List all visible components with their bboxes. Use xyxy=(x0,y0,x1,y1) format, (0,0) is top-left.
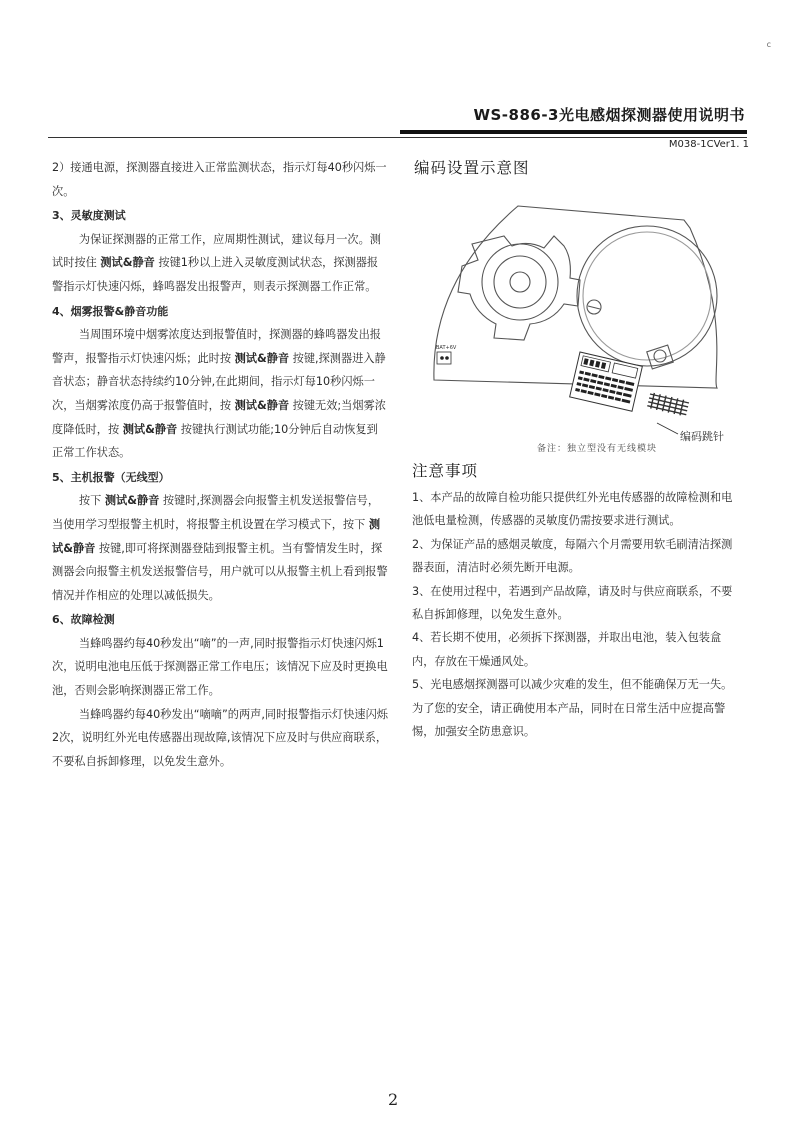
screw-hole-bottom xyxy=(654,350,666,362)
component-box xyxy=(647,345,673,369)
pcb-inner xyxy=(583,232,711,360)
pcb-circle xyxy=(577,226,717,366)
notes-title: 注意事项 xyxy=(412,462,479,480)
notes-list xyxy=(412,486,742,743)
header-rule-thick xyxy=(400,130,747,134)
page-number: 2 xyxy=(388,1090,399,1109)
section-5-heading: 5、主机报警（无线型） xyxy=(52,470,170,484)
mounting-plate xyxy=(458,236,580,340)
section-5-body: 按下 测试&静音 按键时,探测器会向报警主机发送报警信号，当使用学习型报警主机时，将报警主机设置在学习模式下，按下 测试&静音 按键,即可将探测器登陆到报警主机。当有警情发生时，探测器会向报警主机发送报警信号，用户就可以从报警主机上看到报警情况并作相应的处理以减低损失。 xyxy=(52,494,388,602)
inner-ring xyxy=(494,256,546,308)
corner-mark: c xyxy=(766,40,771,49)
item-2-text: 2）接通电源，探测器直接进入正常监测状态，指示灯每40秒闪烁一次。 xyxy=(52,161,387,198)
diagram-note: 备注：独立型没有无线模块 xyxy=(537,444,658,454)
section-6-para-2: 当蜂鸣器约每40秒发出“嘀嘀”的两声,同时报警指示灯快速闪烁2次，说明红外光电传感器出现故障,该情况下应及时与供应商联系，不要私自拆卸修理，以免发生意外。 xyxy=(52,707,388,768)
note-item: 1、本产品的故障自检功能只提供红外光电传感器的故障检测和电池低电量检测，传感器的灵敏度仍需按要求进行测试。 xyxy=(412,491,733,528)
note-item: 3、在使用过程中，若遇到产品故障，请及时与供应商联系，不要私自拆卸修理，以免发生意外。 xyxy=(412,584,733,622)
battery-connector xyxy=(436,345,457,364)
section-6-heading: 6、故障检测 xyxy=(52,613,115,627)
document-title: WS-886-3光电感烟探测器使用说明书 xyxy=(473,106,745,124)
section-3-heading: 3、灵敏度测试 xyxy=(52,209,126,223)
section-3-body: 为保证探测器的正常工作，应周期性测试，建议每月一次。测试时按住 测试&静音 按键1秒以上进入灵敏度测试状态，探测器报警指示灯快速闪烁，蜂鸣器发出报警声，则表示探测器工作正常。 xyxy=(52,232,381,293)
section-6-para-1: 当蜂鸣器约每40秒发出“嘀”的一声,同时报警指示灯快速闪烁1次，说明电池电压低于探测器正常工作电压；该情况下应及时更换电池，否则会影响探测器正常工作。 xyxy=(52,636,388,698)
jumper-label: 编码跳针 xyxy=(680,430,724,443)
coding-jumper xyxy=(647,392,690,417)
wireless-module xyxy=(570,352,643,411)
section-4-heading: 4、烟雾报警&静音功能 xyxy=(52,304,169,318)
version-code: M038-1CVer1. 1 xyxy=(668,139,749,150)
outer-ring xyxy=(482,244,558,320)
jumper-leader-line xyxy=(657,423,678,434)
note-item: 2、为保证产品的感烟灵敏度，每隔六个月需要用软毛刷清洁探测器表面，清洁时必须先断开电源。 xyxy=(412,537,733,575)
left-column xyxy=(52,156,388,773)
header-rule-thin xyxy=(48,137,747,138)
center-ring xyxy=(510,272,530,292)
coding-diagram xyxy=(412,198,722,458)
note-item: 5、光电感烟探测器可以减少灾难的发生，但不能确保万无一失。为了您的安全，请正确使用本产品，同时在日常生活中应提高警惕，加强安全防患意识。 xyxy=(412,678,733,739)
diagram-title: 编码设置示意图 xyxy=(414,159,530,177)
svg-text:BAT+6V: BAT+6V xyxy=(436,345,457,351)
note-item: 4、若长期不使用，必须拆下探测器，并取出电池，装入包装盒内，存放在干燥通风处。 xyxy=(412,631,722,668)
section-4-body: 当周围环境中烟雾浓度达到报警值时，探测器的蜂鸣器发出报警声，报警指示灯快速闪烁；此时按 测试&静音 按键,探测器进入静音状态；静音状态持续约10分钟,在此期间，指示灯每10秒闪烁一次，当烟雾浓度仍高于报警值时，按 测试&静音 按键无效;当烟雾浓度降低时，按 测试&静音 按键执行测试功能;10分钟后自动恢复到正常工作状态。 xyxy=(52,328,386,460)
